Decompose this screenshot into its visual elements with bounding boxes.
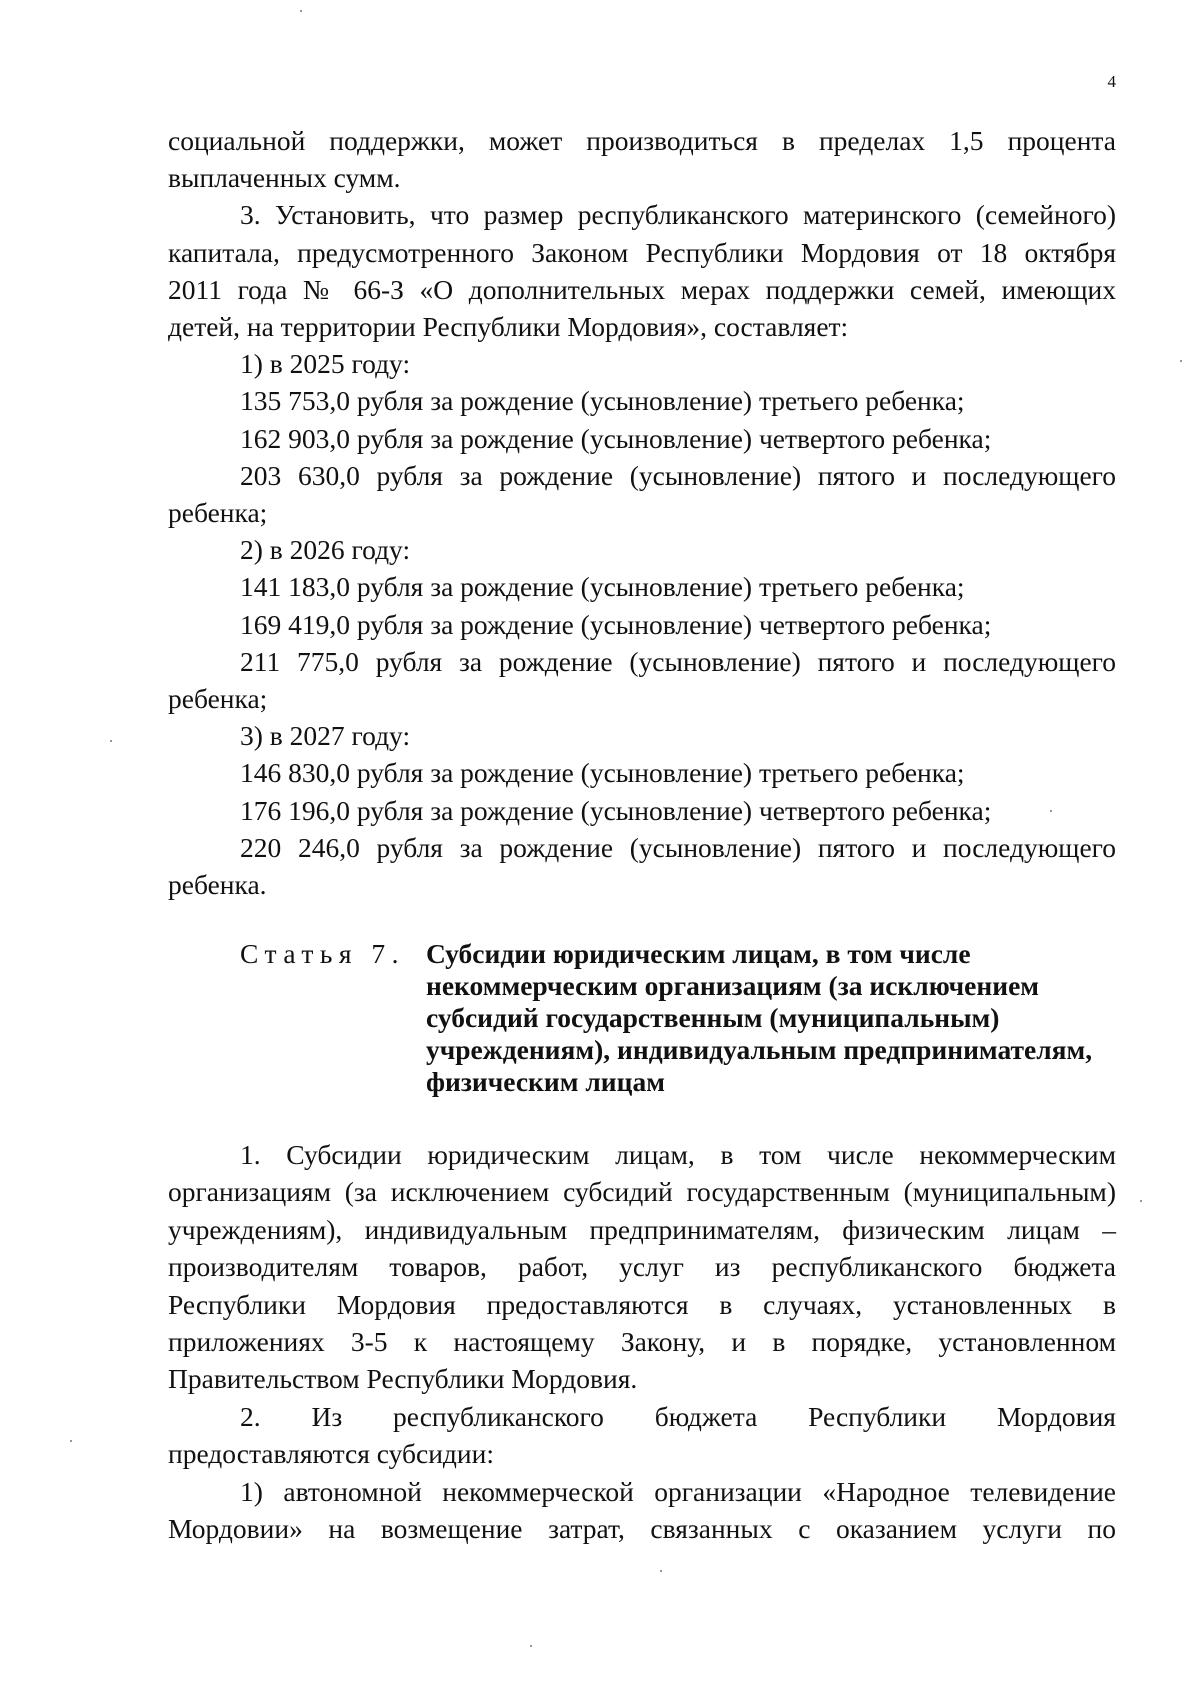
intro-line-1: социальной поддержки, может производиться в пределах 1,5 процента — [168, 125, 1116, 156]
p2-word-3: республиканского — [393, 1400, 604, 1432]
scan-speck — [1180, 360, 1182, 362]
year-2026-fourth-child: 169 419,0 рубля за рождение (усыновление) четвертого ребенка; — [240, 608, 992, 640]
year-2026-fifth-child — [168, 643, 1116, 717]
article-7-p1-line-3: учреждениям), индивидуальным предпринимателям, физическим лицам – — [168, 1213, 1116, 1245]
page-number: 4 — [1107, 72, 1116, 91]
document-body — [168, 122, 1116, 903]
article-title — [426, 938, 1126, 1098]
article-7-paragraph-2 — [168, 1398, 1116, 1473]
article-7-body — [168, 1136, 1116, 1547]
year-2026-third-child: 141 183,0 рубля за рождение (усыновление) третьего ребенка; — [240, 571, 965, 603]
year-2027-fifth-child — [168, 829, 1116, 903]
year-2027-fourth-child: 176 196,0 рубля за рождение (усыновление) четвертого ребенка; — [240, 794, 992, 826]
p2-word-6: Мордовия — [996, 1400, 1116, 1432]
year-2027-heading: 3) в 2027 году: — [240, 720, 411, 752]
year-2025-fifth-child — [168, 457, 1116, 531]
clause-3-line-4: детей, на территории Республики Мордовия», составляет: — [168, 311, 849, 343]
year-2027-fifth-line-1: 220 246,0 рубля за рождение (усыновление) пятого и последующего — [240, 831, 1116, 863]
scan-speck — [300, 10, 302, 12]
clause-3-line-1: 3. Установить, что размер республиканского материнского (семейного) — [240, 199, 1116, 231]
clause-3-paragraph — [168, 196, 1116, 345]
article-title-line-4: учреждениям), индивидуальным предпринимателям, — [426, 1034, 1093, 1065]
article-7-p1-line-2: организациям (за исключением субсидий государственным (муниципальным) — [168, 1176, 1116, 1208]
capital-amounts-list — [168, 345, 1116, 903]
article-7-p1-line-7: Правительством Республики Мордовия. — [168, 1363, 638, 1395]
year-2026-fifth-line-2: ребенка; — [168, 683, 268, 715]
year-2026-heading: 2) в 2026 году: — [240, 534, 411, 566]
p2-word-4: бюджета — [654, 1400, 758, 1432]
article-7-p3-line-1: 1) автономной некоммерческой организации «Народное телевидение — [240, 1475, 1116, 1507]
p2-word-2: Из — [311, 1400, 343, 1432]
year-2025-fourth-child: 162 903,0 рубля за рождение (усыновление) четвертого ребенка; — [240, 422, 992, 454]
year-2025-heading: 1) в 2025 году: — [240, 348, 411, 380]
year-2025-fifth-line-2: ребенка; — [168, 497, 268, 529]
article-7-p1-line-1: 1. Субсидии юридическим лицам, в том числе некоммерческим — [240, 1139, 1116, 1170]
intro-line-2: выплаченных сумм. — [168, 162, 401, 194]
article-title-line-1: Субсидии юридическим лицам, в том числе — [426, 938, 971, 969]
article-7-p1-line-5: Республики Мордовия предоставляются в случаях, установленных в — [168, 1288, 1116, 1320]
article-7-p1-line-6: приложениях 3-5 к настоящему Закону, и в порядке, установленном — [168, 1326, 1116, 1358]
scan-speck — [1140, 1200, 1142, 1202]
article-7-paragraph-1 — [168, 1136, 1116, 1398]
article-title-line-5: физическим лицам — [426, 1066, 665, 1097]
p2-word-5: Республики — [808, 1400, 947, 1432]
scan-speck — [110, 740, 112, 742]
intro-paragraph — [168, 122, 1116, 196]
scan-speck — [70, 1440, 72, 1442]
article-7-p2-line-2: предоставляются субсидии: — [168, 1438, 494, 1470]
article-7-p1-line-4: производителям товаров, работ, услуг из республиканского бюджета — [168, 1251, 1116, 1283]
article-title-line-3: субсидий государственным (муниципальным) — [426, 1002, 1000, 1033]
clause-3-line-3: 2011 года № 66-З «О дополнительных мерах поддержки семей, имеющих — [168, 273, 1116, 305]
year-2025-fifth-line-1: 203 630,0 рубля за рождение (усыновление) пятого и последующего — [240, 459, 1116, 491]
year-2025-third-child: 135 753,0 рубля за рождение (усыновление) третьего ребенка; — [240, 385, 965, 417]
year-2027-third-child: 146 830,0 рубля за рождение (усыновление) третьего ребенка; — [240, 757, 965, 789]
scan-speck — [660, 1570, 662, 1572]
scan-speck — [1050, 810, 1052, 812]
article-title-line-2: некоммерческим организациям (за исключением — [426, 970, 1040, 1001]
article-label: Статья 7. — [240, 938, 406, 969]
scan-speck — [530, 1645, 532, 1647]
article-7-paragraph-3 — [168, 1473, 1116, 1548]
p2-word-1: 2. — [240, 1400, 261, 1432]
year-2027-fifth-line-2: ребенка. — [168, 869, 267, 901]
year-2026-fifth-line-1: 211 775,0 рубля за рождение (усыновление) пятого и последующего — [240, 645, 1116, 677]
article-7-p3-line-2: Мордовии» на возмещение затрат, связанных с оказанием услуги по — [168, 1513, 1116, 1545]
clause-3-line-2: капитала, предусмотренного Законом Республики Мордовия от 18 октября — [168, 236, 1116, 268]
article-7-p2-line-1 — [168, 1398, 1116, 1435]
